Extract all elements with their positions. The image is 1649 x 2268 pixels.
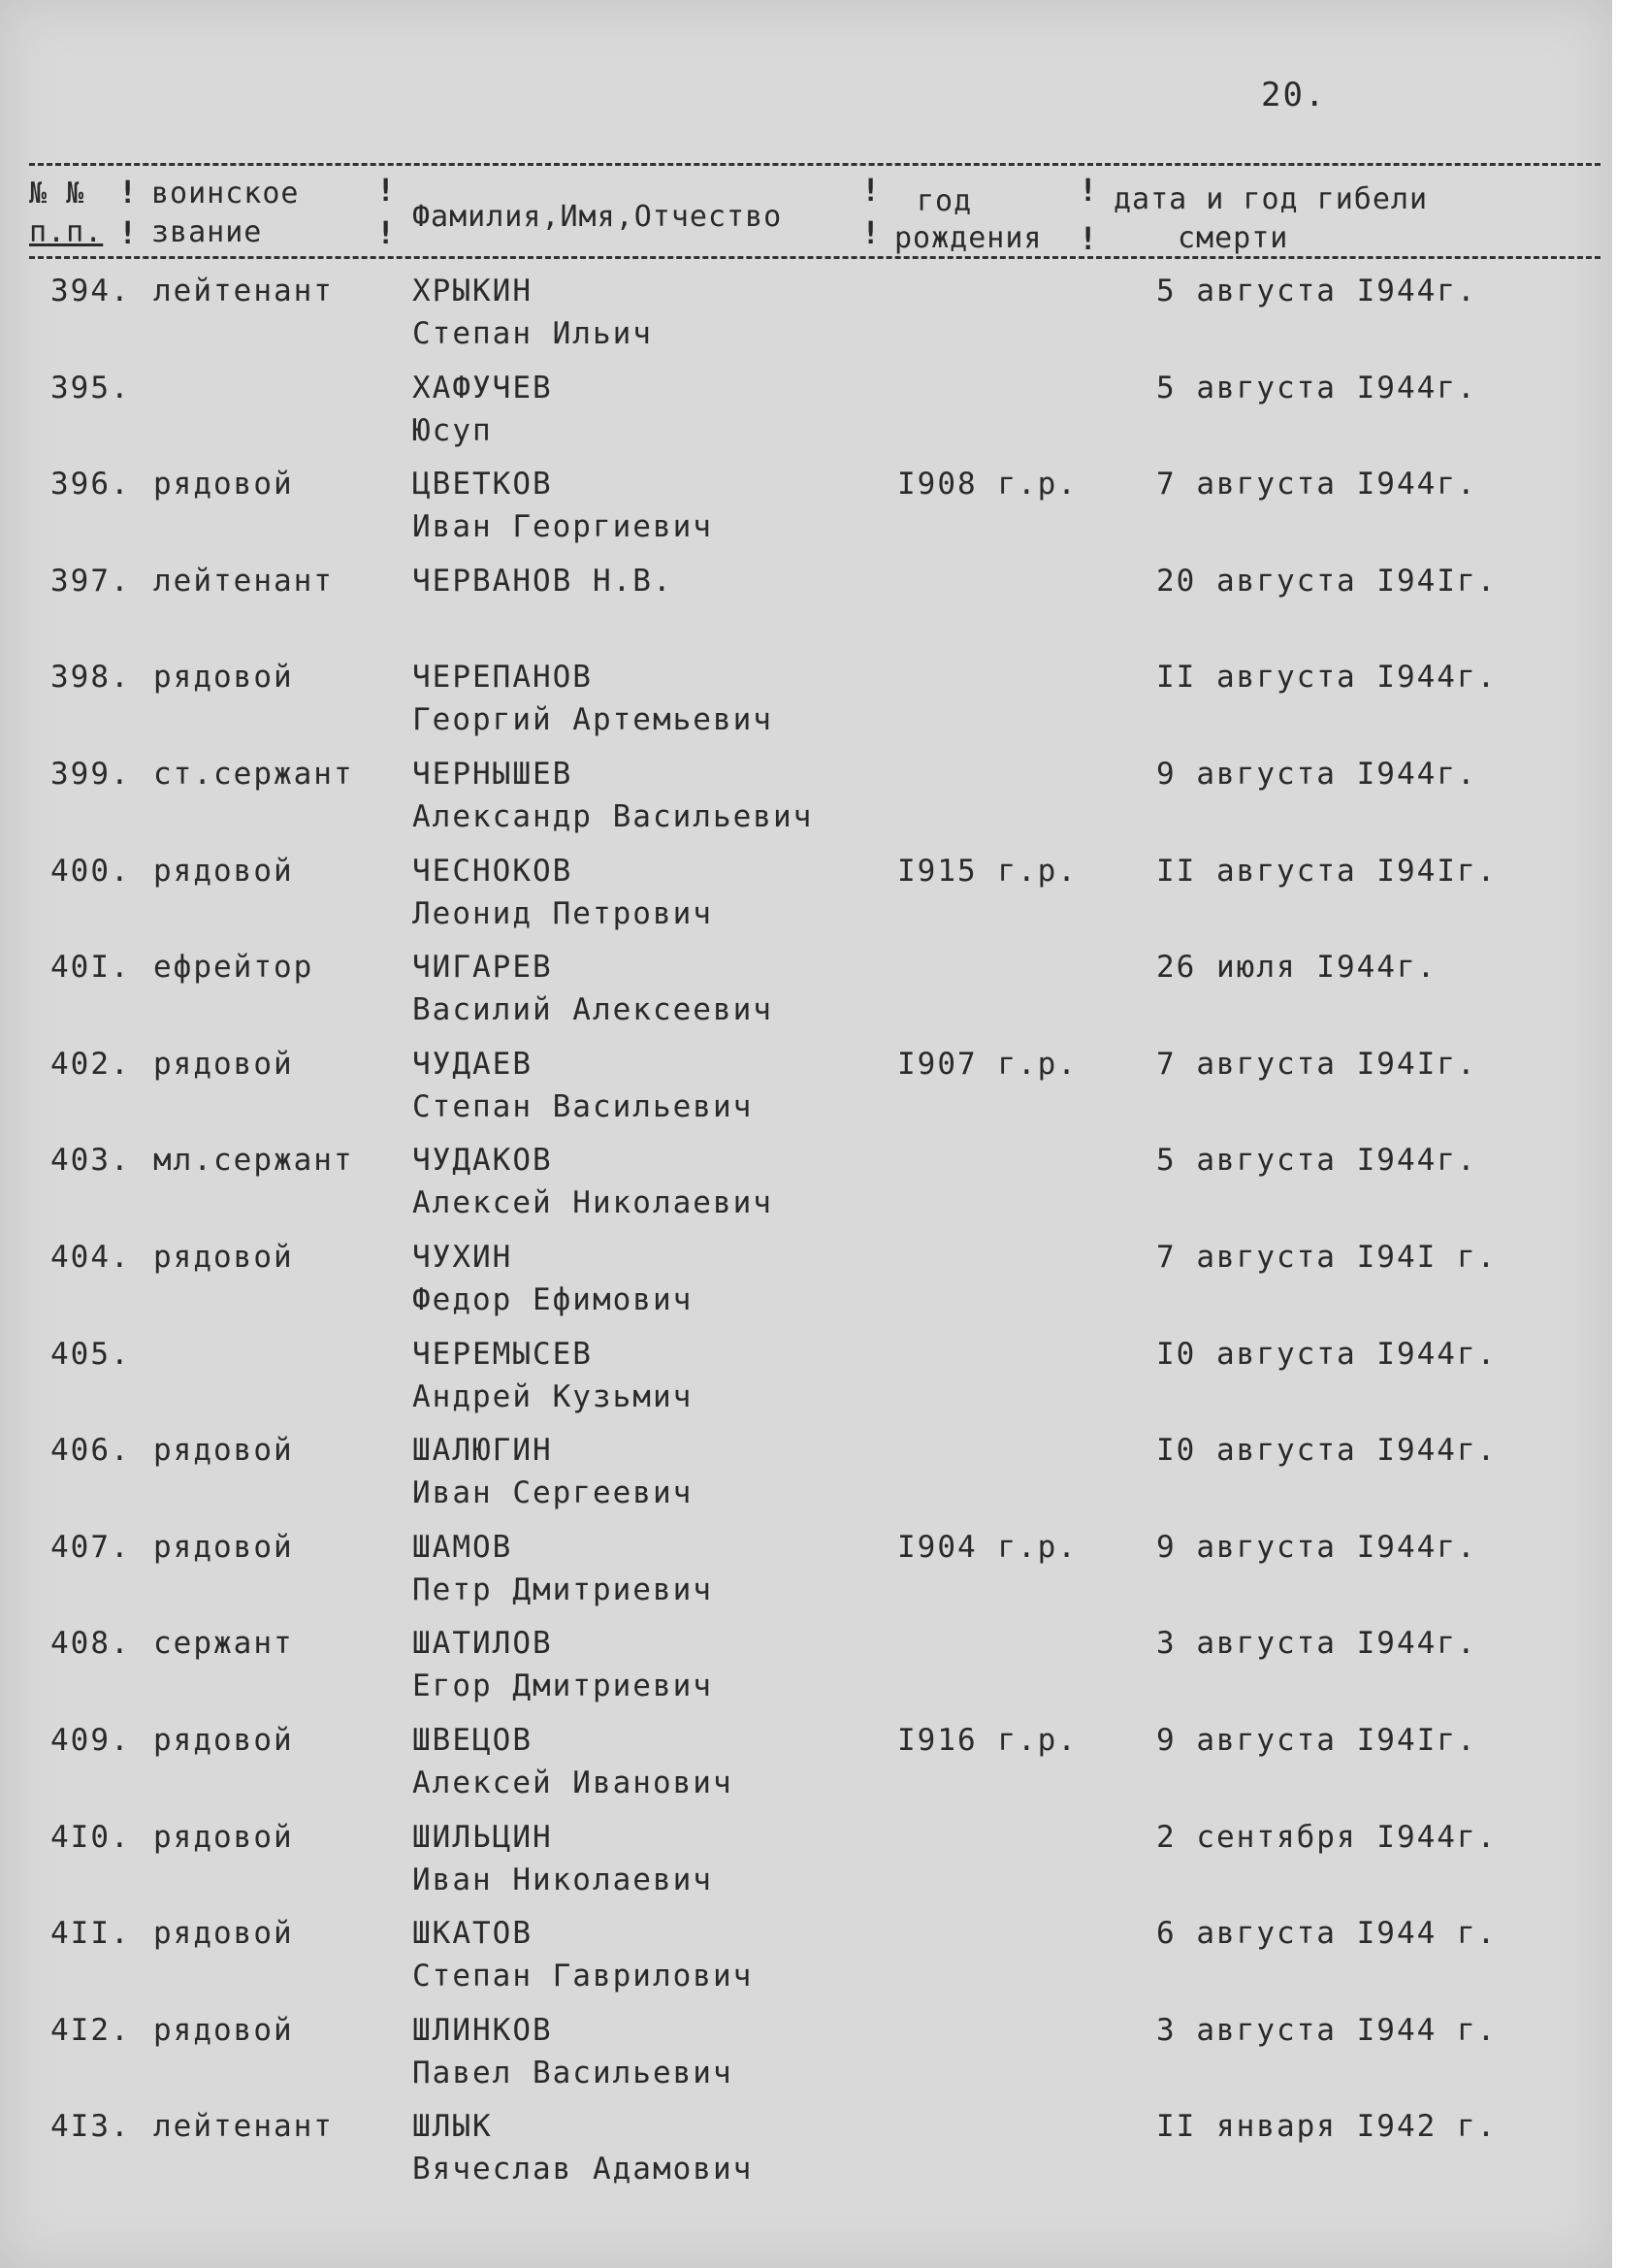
- military-rank: рядовой: [153, 1529, 294, 1565]
- table-row: [0, 1240, 1612, 1333]
- given-names: Степан Гаврилович: [412, 1959, 754, 1994]
- surname: ШАТИЛОВ: [412, 1626, 553, 1662]
- given-names: Алексей Николаевич: [412, 1185, 773, 1221]
- record-number: 408.: [50, 1626, 131, 1662]
- record-number: 4I0.: [50, 1819, 131, 1855]
- given-names: Георгий Артемьевич: [412, 702, 773, 738]
- record-number: 406.: [50, 1433, 131, 1469]
- header-separator: !: [118, 214, 138, 251]
- death-date: 26 июля I944г.: [1156, 950, 1438, 986]
- surname: ШКАТОВ: [412, 1916, 533, 1952]
- header-bottom-rule: [29, 256, 1600, 259]
- record-number: 398.: [50, 660, 131, 696]
- surname: ЧЕСНОКОВ: [412, 853, 573, 889]
- given-names: Иван Сергеевич: [412, 1475, 694, 1511]
- death-date: 6 августа I944 г.: [1156, 1916, 1498, 1952]
- death-date: II августа I94Iг.: [1156, 853, 1498, 889]
- given-names: Алексей Иванович: [412, 1766, 733, 1800]
- table-row: [0, 1626, 1612, 1719]
- death-date: 7 августа I944г.: [1156, 467, 1477, 502]
- table-row: [0, 467, 1612, 560]
- table-row: [0, 2109, 1612, 2202]
- record-number: 407.: [50, 1529, 131, 1565]
- header-separator: !: [861, 214, 881, 251]
- table-row: [0, 1530, 1612, 1623]
- surname: ЧЕРЕМЫСЕВ: [412, 1336, 593, 1372]
- table-row: [0, 1433, 1612, 1526]
- birth-year: I904 г.р.: [897, 1529, 1078, 1565]
- record-number: 399.: [50, 757, 131, 792]
- header-death-line1: дата и год гибели: [1114, 182, 1429, 216]
- surname: ЧЕРВАНОВ Н.В.: [412, 563, 673, 599]
- death-date: 3 августа I944г.: [1156, 1626, 1477, 1662]
- given-names: Леонид Петрович: [412, 895, 713, 931]
- surname: ШЛИНКОВ: [412, 2012, 553, 2048]
- record-number: 396.: [50, 467, 131, 502]
- table-row: [0, 1723, 1612, 1816]
- record-number: 404.: [50, 1240, 131, 1275]
- table-row: [0, 854, 1612, 947]
- surname: ШВЕЦОВ: [412, 1723, 533, 1758]
- record-number: 403.: [50, 1143, 131, 1179]
- death-date: I0 августа I944г.: [1156, 1433, 1498, 1469]
- death-date: 3 августа I944 г.: [1156, 2012, 1498, 2048]
- table-row: [0, 564, 1612, 657]
- death-date: 7 августа I94Iг.: [1156, 1046, 1477, 1082]
- header-separator: !: [376, 172, 396, 209]
- death-date: 20 августа I94Iг.: [1156, 563, 1498, 599]
- military-rank: рядовой: [153, 2012, 294, 2048]
- header-separator: !: [118, 174, 138, 211]
- header-separator: !: [861, 172, 881, 209]
- table-row: [0, 1820, 1612, 1913]
- given-names: Вячеслав Адамович: [412, 2152, 754, 2187]
- given-names: Александр Васильевич: [412, 799, 814, 834]
- table-row: [0, 1047, 1612, 1140]
- surname: ЧЕРНЫШЕВ: [412, 757, 573, 792]
- death-date: 5 августа I944г.: [1156, 1143, 1477, 1179]
- header-year-line1: год: [917, 184, 973, 218]
- surname: ЧЕРЕПАНОВ: [412, 660, 593, 696]
- header-year-line2: рождения: [894, 221, 1043, 255]
- surname: ШАМОВ: [412, 1529, 513, 1565]
- death-date: 2 сентября I944г.: [1156, 1819, 1498, 1855]
- table-row: [0, 1916, 1612, 2009]
- table-row: [0, 660, 1612, 753]
- record-number: 40I.: [50, 950, 131, 986]
- military-rank: лейтенант: [153, 274, 334, 308]
- header-rank-line1: воинское: [151, 177, 300, 211]
- surname: ЧУДАЕВ: [412, 1046, 533, 1082]
- military-rank: рядовой: [153, 1819, 294, 1855]
- given-names: Василий Алексеевич: [412, 992, 773, 1028]
- page-number: 20.: [1261, 76, 1327, 114]
- military-rank: рядовой: [153, 467, 294, 502]
- military-rank: рядовой: [153, 853, 294, 889]
- military-rank: сержант: [153, 1626, 294, 1662]
- table-row: [0, 274, 1612, 367]
- header-separator: !: [1079, 220, 1098, 257]
- record-number: 4II.: [50, 1916, 131, 1952]
- given-names: Петр Дмитриевич: [412, 1571, 713, 1607]
- surname: ЧУХИН: [412, 1240, 513, 1275]
- given-names: Степан Ильич: [412, 316, 653, 351]
- military-rank: рядовой: [153, 1433, 294, 1469]
- military-rank: мл.сержант: [153, 1143, 354, 1179]
- header-top-rule: [29, 163, 1600, 166]
- header-num-line2: п.п.: [29, 215, 104, 249]
- military-rank: рядовой: [153, 1916, 294, 1952]
- header-death-line2: смерти: [1178, 221, 1289, 255]
- birth-year: I907 г.р.: [897, 1046, 1078, 1082]
- record-number: 4I3.: [50, 2109, 131, 2145]
- death-date: II августа I944г.: [1156, 660, 1498, 696]
- military-rank: лейтенант: [153, 563, 334, 599]
- death-date: 5 августа I944г.: [1156, 370, 1477, 405]
- surname: ШАЛЮГИН: [412, 1433, 553, 1469]
- military-rank: ст.сержант: [153, 757, 354, 792]
- death-date: I0 августа I944г.: [1156, 1336, 1498, 1372]
- death-date: 7 августа I94I г.: [1156, 1240, 1498, 1275]
- military-rank: рядовой: [153, 1723, 294, 1758]
- death-date: 9 августа I94Iг.: [1156, 1723, 1477, 1758]
- surname: ЦВЕТКОВ: [412, 467, 553, 502]
- header-name: Фамилия,Имя,Отчество: [412, 200, 783, 234]
- header-separator: !: [376, 214, 396, 251]
- record-number: 405.: [50, 1336, 131, 1372]
- table-row: [0, 757, 1612, 850]
- military-rank: рядовой: [153, 1240, 294, 1275]
- table-row: [0, 371, 1612, 464]
- military-rank: лейтенант: [153, 2109, 334, 2145]
- given-names: Иван Николаевич: [412, 1862, 713, 1897]
- header-rank-line2: звание: [151, 215, 263, 249]
- birth-year: I908 г.р.: [897, 467, 1078, 502]
- record-number: 395.: [50, 370, 131, 405]
- surname: ЧУДАКОВ: [412, 1143, 553, 1179]
- military-rank: ефрейтор: [153, 950, 314, 986]
- record-number: 4I2.: [50, 2012, 131, 2048]
- surname: ШИЛЬЦИН: [412, 1819, 553, 1855]
- table-row: [0, 950, 1612, 1043]
- surname: ХРЫКИН: [412, 274, 533, 308]
- record-number: 402.: [50, 1046, 131, 1082]
- birth-year: I916 г.р.: [897, 1723, 1078, 1758]
- death-date: 9 августа I944г.: [1156, 757, 1477, 792]
- given-names: Павел Васильевич: [412, 2055, 733, 2090]
- given-names: Андрей Кузьмич: [412, 1378, 694, 1414]
- table-row: [0, 1143, 1612, 1236]
- record-number: 409.: [50, 1723, 131, 1758]
- given-names: Юсуп: [412, 412, 493, 448]
- header-separator: !: [1079, 172, 1098, 209]
- table-row: [0, 2013, 1612, 2106]
- death-date: 9 августа I944г.: [1156, 1529, 1477, 1565]
- surname: ХАФУЧЕВ: [412, 370, 553, 405]
- birth-year: I915 г.р.: [897, 853, 1078, 889]
- surname: ЧИГАРЕВ: [412, 950, 553, 986]
- death-date: II января I942 г.: [1156, 2109, 1498, 2145]
- military-rank: рядовой: [153, 660, 294, 696]
- record-number: 400.: [50, 853, 131, 889]
- header-num-line1: № №: [29, 177, 85, 211]
- record-number: 397.: [50, 563, 131, 599]
- given-names: Иван Георгиевич: [412, 509, 713, 545]
- record-number: 394.: [50, 274, 131, 308]
- military-rank: рядовой: [153, 1046, 294, 1082]
- table-row: [0, 1337, 1612, 1430]
- given-names: Степан Васильевич: [412, 1088, 754, 1124]
- given-names: Егор Дмитриевич: [412, 1669, 713, 1704]
- surname: ШЛЫК: [412, 2109, 493, 2145]
- death-date: 5 августа I944г.: [1156, 274, 1477, 308]
- given-names: Федор Ефимович: [412, 1282, 694, 1317]
